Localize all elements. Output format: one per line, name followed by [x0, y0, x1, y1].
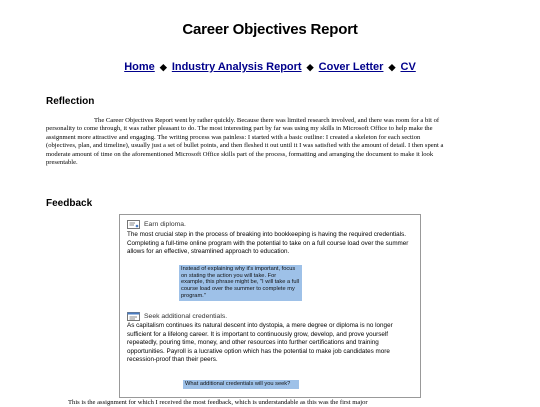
nav-bar: [0, 61, 540, 73]
nav-separator: ◆: [306, 62, 314, 72]
feedback-screenshot: [119, 214, 421, 398]
nav-link-industry-analysis[interactable]: Industry Analysis Report: [171, 61, 302, 73]
item1-comment: Instead of explaining why it's important, focus on stating the action you will take. For example, this phrase might be, "I will take a full course load over the summer to complete my program.": [179, 265, 302, 301]
item1-heading-row: [127, 220, 186, 229]
reflection-heading: Reflection: [46, 96, 95, 107]
item1-text: The most crucial step in the process of breaking into bookkeeping is having the required credentials. Completing a full-time online program with the potential to take on a full course load over the summer allows for an effective, streamlined approach to education.: [127, 231, 409, 256]
nav-link-cv[interactable]: CV: [400, 61, 416, 73]
bottom-paragraph: This is the assignment for which I received the most feedback, which is understandable as this was the first major: [68, 399, 368, 406]
nav-separator: ◆: [388, 62, 396, 72]
item2-heading: Seek additional credentials.: [144, 313, 228, 320]
nav-link-cover-letter[interactable]: Cover Letter: [318, 61, 384, 73]
credentials-icon: [127, 312, 140, 321]
item1-heading: Earn diploma.: [144, 221, 186, 228]
item2-text: As capitalism continues its natural descent into dystopia, a mere degree or diploma is no longer sufficient for a lifelong career. It is important to continuously grow, develop, and prove yourself repeatedly, pouring time, money, and other resources into further certifications and training opportunities. Payroll is a lucrative option which has the potential to make job candidates more recession-proof than their peers.: [127, 322, 393, 364]
reflection-text: The Career Objectives Report went by rather quickly. Because there was limited research involved, and there was room for a bit of personality to come through, it was rather pleasant to do. The most interesting part by far was using my skills in Microsoft Office to help make the assignment more attractive and engaging. The writing process was painless: I started with a basic outline: I created a skeleton for each section (objectives, plan, and timeline), usually just a set of bullet points, and then fleshed it out until it I was satisfied with the amount of detail. I then spent a moderate amount of time on the aforementioned Microsoft Office skills part of the process, formatting and arranging the document to make it look presentable.: [46, 117, 444, 167]
nav-link-home[interactable]: Home: [124, 61, 155, 73]
feedback-heading: Feedback: [46, 198, 93, 209]
diploma-icon: [127, 220, 140, 229]
page-title: Career Objectives Report: [182, 21, 358, 38]
item2-heading-row: [127, 312, 227, 321]
item2-comment: What additional credentials will you seek?: [183, 380, 299, 389]
nav-separator: ◆: [159, 62, 167, 72]
